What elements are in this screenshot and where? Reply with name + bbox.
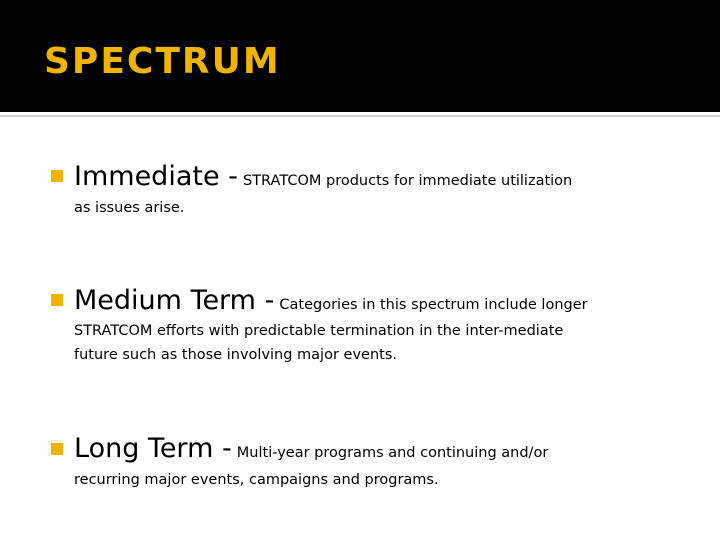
bullet-description-continued: as issues arise. [74,200,185,216]
bullet-heading-line [74,432,548,466]
bullet-description-continued: STRATCOM efforts with predictable termination in the inter-mediate [74,323,564,339]
title-bar [0,0,720,112]
bullet-description-continued: recurring major events, campaigns and programs. [74,472,439,488]
bullet-description-continued: future such as those involving major events. [74,347,397,363]
bullet-term: Medium Term - [74,285,275,316]
bullet-heading-line [74,160,572,194]
bullet-description: Multi-year programs and continuing and/or [236,445,549,461]
square-bullet-icon [51,443,63,455]
bullet-description: STRATCOM products for immediate utilization [242,173,573,189]
square-bullet-icon [51,170,63,182]
slide-title: SPECTRUM [44,41,281,82]
title-divider [0,115,720,117]
bullet-description: Categories in this spectrum include longer [279,297,588,313]
bullet-term: Immediate - [74,161,238,192]
square-bullet-icon [51,294,63,306]
bullet-heading-line [74,284,588,318]
bullet-term: Long Term - [74,433,232,464]
